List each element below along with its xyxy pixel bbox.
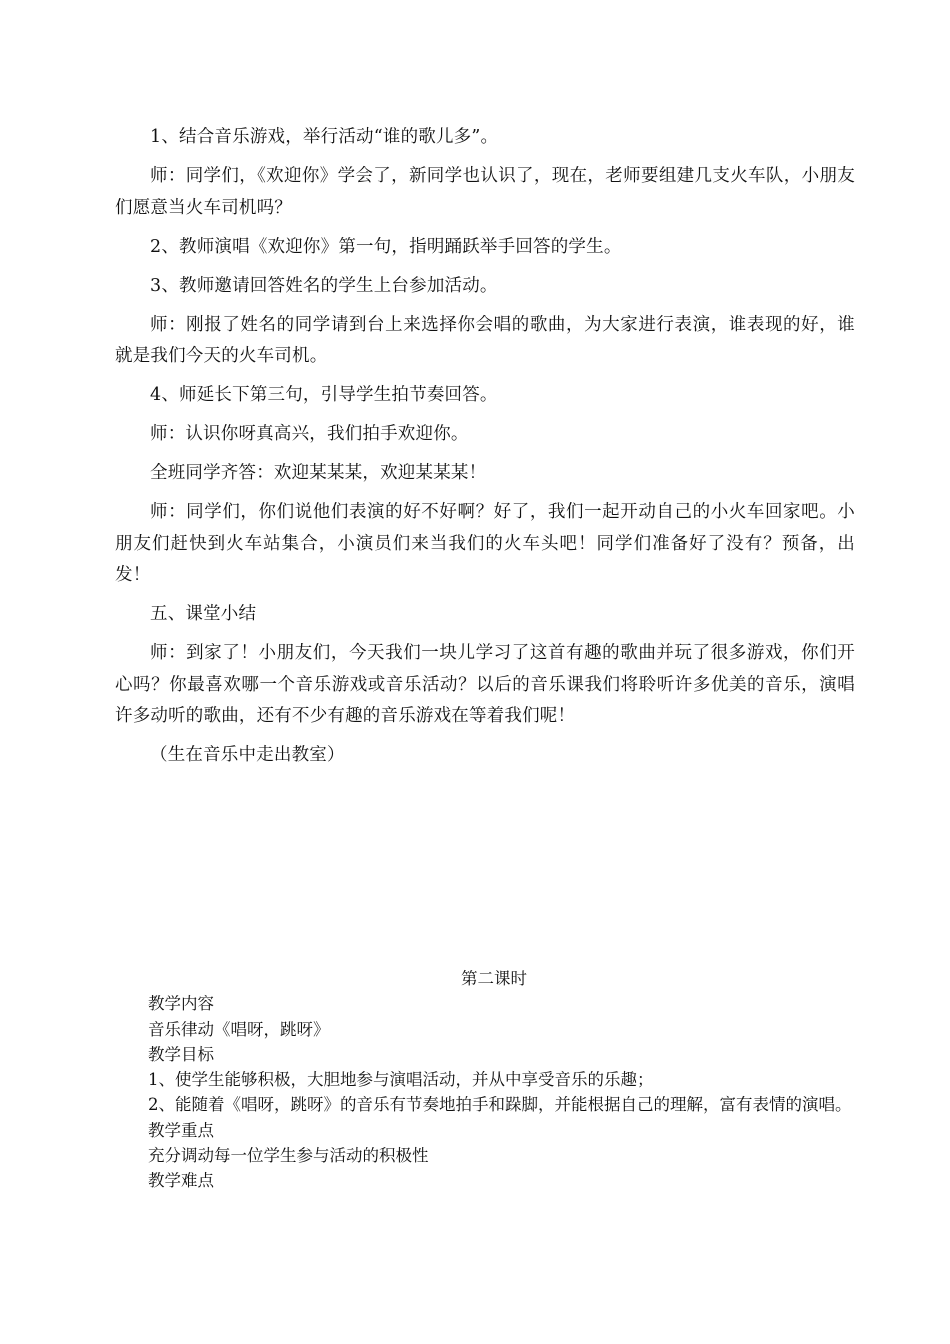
teaching-goal-1: 1、使学生能够积极，大胆地参与演唱活动，并从中享受音乐的乐趣； [148, 1070, 654, 1090]
activity-step-4: 4、师延长下第三句，引导学生拍节奏回答。 [150, 385, 498, 405]
heading-teaching-goals: 教学目标 [148, 1044, 214, 1064]
teacher-dialogue: 师：认识你呀真高兴，我们拍手欢迎你。 [150, 424, 469, 444]
closing-note: （生在音乐中走出教室） [150, 745, 345, 765]
activity-step-1: 1、结合音乐游戏，举行活动“谁的歌儿多”。 [150, 127, 499, 147]
activity-step-3: 3、教师邀请回答姓名的学生上台参加活动。 [150, 275, 498, 296]
heading-teaching-focus: 教学重点 [148, 1120, 214, 1140]
teacher-dialogue: 师：刚报了姓名的同学请到台上来选择你会唱的歌曲，为大家进行表演，谁表现的好，谁就是我们今天的火车司机。 [115, 314, 855, 366]
teacher-dialogue: 师：同学们，你们说他们表演的好不好啊？好了，我们一起开动自己的小火车回家吧。小朋友们赶快到火车站集合，小演员们来当我们的火车头吧！同学们准备好了没有？预备，出发！ [115, 502, 855, 585]
class-response: 全班同学齐答：欢迎某某某，欢迎某某某！ [150, 463, 487, 483]
teacher-dialogue: 师：同学们，《欢迎你》学会了，新同学也认识了，现在，老师要组建几支火车队，小朋友们愿意当火车司机吗？ [115, 166, 855, 218]
teacher-dialogue: 师：到家了！小朋友们，今天我们一块儿学习了这首有趣的歌曲并玩了很多游戏，你们开心吗？你最喜欢哪一个音乐游戏或音乐活动？以后的音乐课我们将聆听许多优美的音乐，演唱许多动听的歌曲，还有不少有趣的音乐游戏在等着我们呢！ [115, 643, 855, 726]
lesson-one-body [115, 122, 855, 779]
section-heading-summary: 五、课堂小结 [150, 604, 257, 624]
activity-step-2: 2、教师演唱《欢迎你》第一句，指明踊跃举手回答的学生。 [150, 236, 622, 257]
heading-teaching-difficulty: 教学难点 [148, 1171, 214, 1191]
teaching-content-text: 音乐律动《唱呀，跳呀》 [148, 1019, 330, 1039]
teaching-focus-text: 充分调动每一位学生参与活动的积极性 [148, 1146, 429, 1166]
lesson-two-body [115, 966, 855, 1194]
lesson-two-title: 第二课时 [461, 969, 527, 988]
teaching-goal-2: 2、能随着《唱呀，跳呀》的音乐有节奏地拍手和跺脚，并能根据自己的理解，富有表情的演唱。 [148, 1095, 852, 1115]
heading-teaching-content: 教学内容 [148, 994, 214, 1014]
